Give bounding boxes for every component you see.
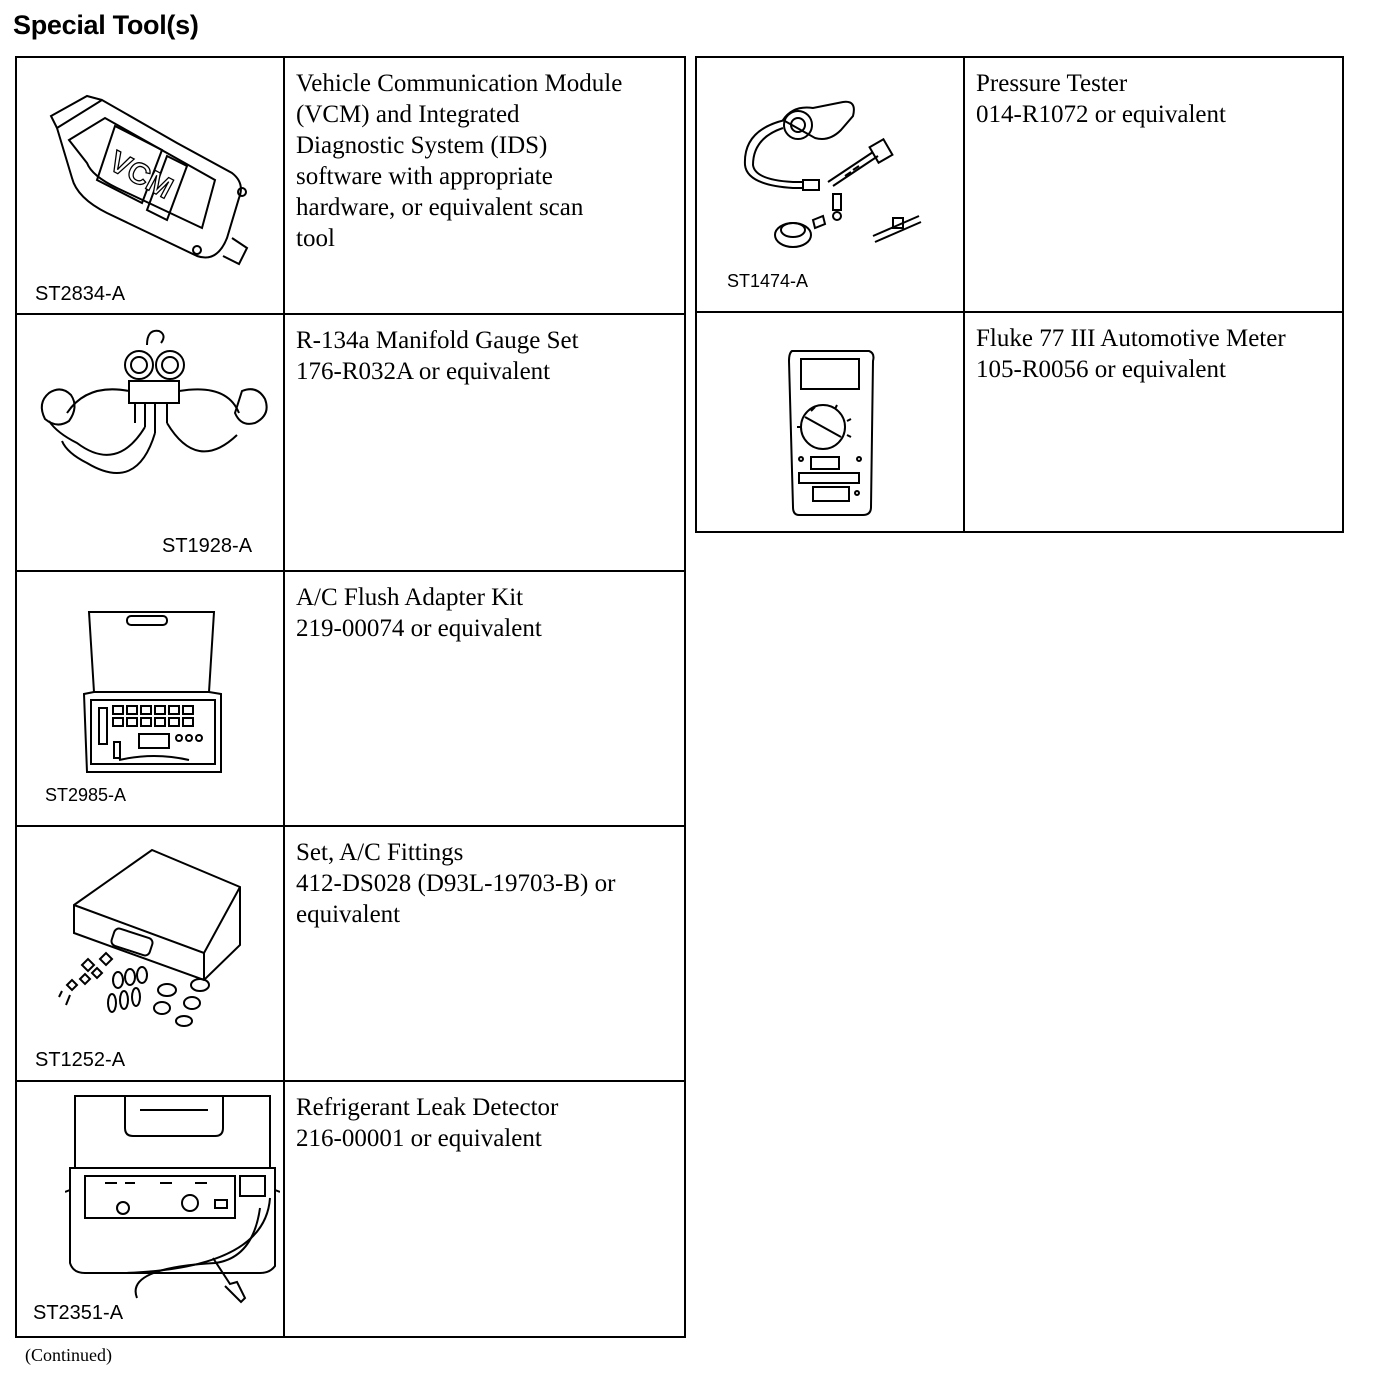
description-line: Vehicle Communication Module xyxy=(296,70,623,97)
description-line: 014-R1072 or equivalent xyxy=(976,101,1226,128)
leak-detector-icon xyxy=(65,1088,280,1308)
multimeter-icon xyxy=(787,347,877,519)
tool-row-pressure-tester xyxy=(696,57,1343,312)
tool-illustration-cell xyxy=(16,1081,284,1337)
description-line: hardware, or equivalent scan xyxy=(296,194,584,221)
special-tools-table-right xyxy=(695,56,1344,533)
tool-illustration-cell xyxy=(696,57,964,312)
description-line: (VCM) and Integrated xyxy=(296,101,520,128)
tool-row-fluke-meter xyxy=(696,312,1343,532)
vcm-logo-text: VCM xyxy=(103,145,179,206)
tool-description xyxy=(284,1081,685,1337)
special-tools-table-left xyxy=(15,56,686,1338)
tool-illustration-cell xyxy=(16,314,284,571)
description-line: Pressure Tester xyxy=(976,70,1128,97)
tool-row-vcm xyxy=(16,57,685,314)
description-line: tool xyxy=(296,225,335,252)
tool-code: ST2834-A xyxy=(35,283,126,305)
description-line: A/C Flush Adapter Kit xyxy=(296,584,524,611)
flush-kit-case-icon xyxy=(79,602,229,782)
tool-row-fittings xyxy=(16,826,685,1081)
tool-description xyxy=(284,571,685,826)
description-line: Diagnostic System (IDS) xyxy=(296,132,548,159)
tool-code: ST1252-A xyxy=(35,1049,126,1071)
continued-note: (Continued) xyxy=(25,1345,112,1365)
tool-code: ST1474-A xyxy=(727,271,809,291)
description-line: 216-00001 or equivalent xyxy=(296,1125,542,1152)
vcm-module-icon xyxy=(47,88,262,278)
pressure-tester-icon xyxy=(733,90,933,260)
manifold-gauge-icon xyxy=(27,323,277,523)
description-line: Fluke 77 III Automotive Meter xyxy=(976,325,1286,352)
tool-description xyxy=(284,826,685,1081)
tool-description xyxy=(964,312,1343,532)
tool-row-manifold-gauge xyxy=(16,314,685,571)
description-line: R-134a Manifold Gauge Set xyxy=(296,327,579,354)
tool-row-leak-detector xyxy=(16,1081,685,1337)
tool-illustration-cell xyxy=(696,312,964,532)
tool-code: ST1928-A xyxy=(162,535,253,557)
description-line: Set, A/C Fittings xyxy=(296,839,464,866)
description-line: equivalent xyxy=(296,901,401,928)
tool-illustration-cell xyxy=(16,57,284,314)
tool-description xyxy=(284,57,685,314)
tool-code: ST2985-A xyxy=(45,785,127,805)
tool-row-flush-kit xyxy=(16,571,685,826)
description-line: 412-DS028 (D93L-19703-B) or xyxy=(296,870,616,897)
page-title: Special Tool(s) xyxy=(13,10,199,40)
tool-code: ST2351-A xyxy=(33,1302,124,1324)
tool-description xyxy=(284,314,685,571)
fittings-set-icon xyxy=(42,845,262,1045)
tool-illustration-cell xyxy=(16,571,284,826)
description-line: 105-R0056 or equivalent xyxy=(976,356,1226,383)
description-line: Refrigerant Leak Detector xyxy=(296,1094,559,1121)
tool-illustration-cell xyxy=(16,826,284,1081)
description-line: 176-R032A or equivalent xyxy=(296,358,551,385)
description-line: software with appropriate xyxy=(296,163,553,190)
description-line: 219-00074 or equivalent xyxy=(296,615,542,642)
tool-description xyxy=(964,57,1343,312)
